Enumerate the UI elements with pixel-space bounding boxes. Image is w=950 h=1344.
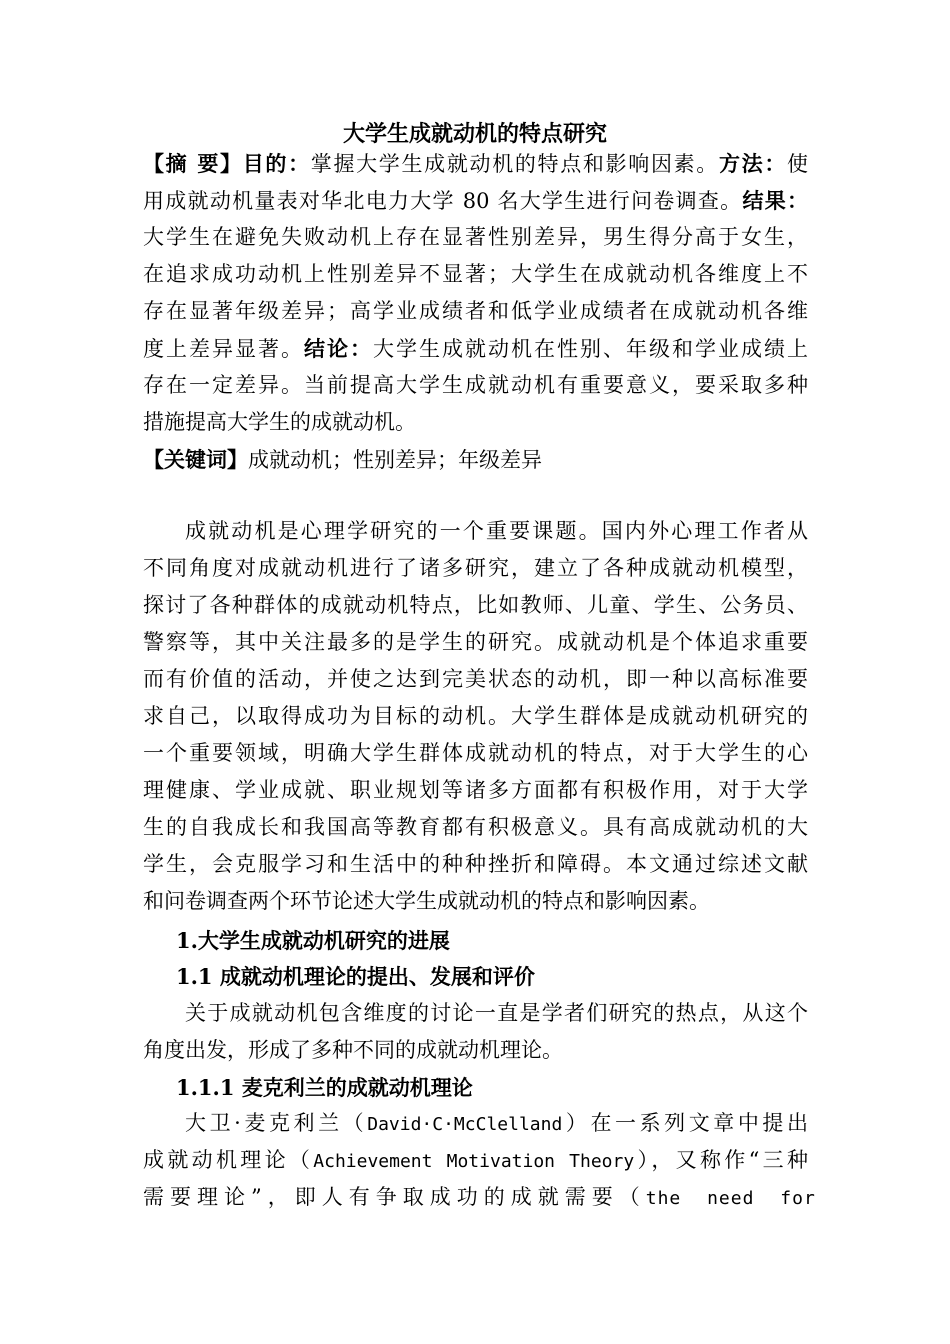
paragraph-line xyxy=(143,1142,808,1179)
paragraph-text: 大卫·麦克利兰（ xyxy=(185,1111,368,1135)
paragraph-line: 学生，会克服学习和生活中的种种挫折和障碍。本文通过综述文献 xyxy=(143,852,808,876)
keywords-line xyxy=(143,441,808,478)
paragraph-text: ），又称作“三种 xyxy=(634,1148,808,1172)
abstract-purpose-label: 目的： xyxy=(242,151,311,176)
paragraph-text: ）在一系列文章中提出 xyxy=(562,1111,808,1135)
paragraph-text: 需要理论”，即人有争取成功的成就需要（ xyxy=(143,1185,646,1209)
paragraph-line: 警察等，其中关注最多的是学生的研究。成就动机是个体追求重要 xyxy=(143,630,808,654)
abstract-text: 使 xyxy=(787,152,809,176)
section-heading-1-1-1: 1.1.1 麦克利兰的成就动机理论 xyxy=(176,1075,473,1100)
paragraph-text-latin: the need for xyxy=(645,1188,816,1209)
paragraph-line xyxy=(143,1105,808,1142)
paragraph-line: 关于成就动机包含维度的讨论一直是学者们研究的热点，从这个 xyxy=(185,1001,808,1025)
paragraph-line: 探讨了各种群体的成就动机特点，比如教师、儿童、学生、公务员、 xyxy=(143,593,808,617)
paragraph-line: 和问卷调查两个环节论述大学生成就动机的特点和影响因素。 xyxy=(143,889,710,913)
abstract-line: 在追求成功动机上性别差异不显著；大学生在成就动机各维度上不 xyxy=(143,262,808,286)
paragraph-line: 不同角度对成就动机进行了诸多研究，建立了各种成就动机模型， xyxy=(143,556,808,580)
paragraph-text-latin: David·C·McClelland xyxy=(367,1114,563,1135)
paper-title: 大学生成就动机的特点研究 xyxy=(342,121,607,147)
mcclelland-paragraph xyxy=(143,1105,816,1216)
paragraph-line: 成就动机是心理学研究的一个重要课题。国内外心理工作者从 xyxy=(185,519,808,543)
abstract-label: 【摘 要】 xyxy=(143,151,243,176)
abstract-line xyxy=(143,330,808,367)
abstract-method-label: 方法： xyxy=(718,151,788,176)
abstract-text: 掌握大学生成就动机的特点和影响因素。 xyxy=(310,152,719,176)
keywords-label: 【关键词】 xyxy=(143,447,248,472)
abstract-line: 存在一定差异。当前提高大学生成就动机有重要意义，要采取多种 xyxy=(143,373,808,397)
abstract-line: 措施提高大学生的成就动机。 xyxy=(143,410,416,434)
section-heading-1: 1.大学生成就动机研究的进展 xyxy=(176,928,450,953)
paragraph-line: 生的自我成长和我国高等教育都有积极意义。具有高成就动机的大 xyxy=(143,815,808,839)
paragraph-line: 角度出发，形成了多种不同的成就动机理论。 xyxy=(143,1038,563,1062)
abstract-text: 用成就动机量表对华北电力大学 80 名大学生进行问卷调查。 xyxy=(143,189,743,213)
abstract-line xyxy=(143,182,808,219)
abstract-text: 度上差异显著。 xyxy=(143,337,304,361)
keywords-text: 成就动机；性别差异；年级差异 xyxy=(248,448,542,472)
abstract-conclusion-label: 结论： xyxy=(304,336,373,361)
abstract-line xyxy=(143,145,808,182)
intro-paragraph xyxy=(143,513,808,920)
abstract-line: 大学生在避免失败动机上存在显著性别差异，男生得分高于女生， xyxy=(143,225,808,249)
paragraph-line: 求自己，以取得成功为目标的动机。大学生群体是成就动机研究的 xyxy=(143,704,808,728)
abstract-line: 存在显著年级差异；高学业成绩者和低学业成绩者在成就动机各维 xyxy=(143,299,808,323)
paragraph-text: 成就动机理论（ xyxy=(143,1148,314,1172)
abstract-section xyxy=(143,145,808,478)
abstract-text: 大学生成就动机在性别、年级和学业成绩上 xyxy=(373,337,808,361)
paragraph-line: 一个重要领域，明确大学生群体成就动机的特点，对于大学生的心 xyxy=(143,741,808,765)
paragraph-line: 理健康、学业成就、职业规划等诸多方面都有积极作用，对于大学 xyxy=(143,778,808,802)
paragraph-line: 而有价值的活动，并使之达到完美状态的动机，即一种以高标准要 xyxy=(143,667,808,691)
abstract-result-label: 结果： xyxy=(742,188,808,213)
paragraph-line xyxy=(143,1179,816,1216)
paragraph-text-latin: Achievement Motivation Theory xyxy=(313,1151,635,1172)
theory-paragraph xyxy=(143,995,808,1069)
section-heading-1-1: 1.1 成就动机理论的提出、发展和评价 xyxy=(176,964,535,989)
